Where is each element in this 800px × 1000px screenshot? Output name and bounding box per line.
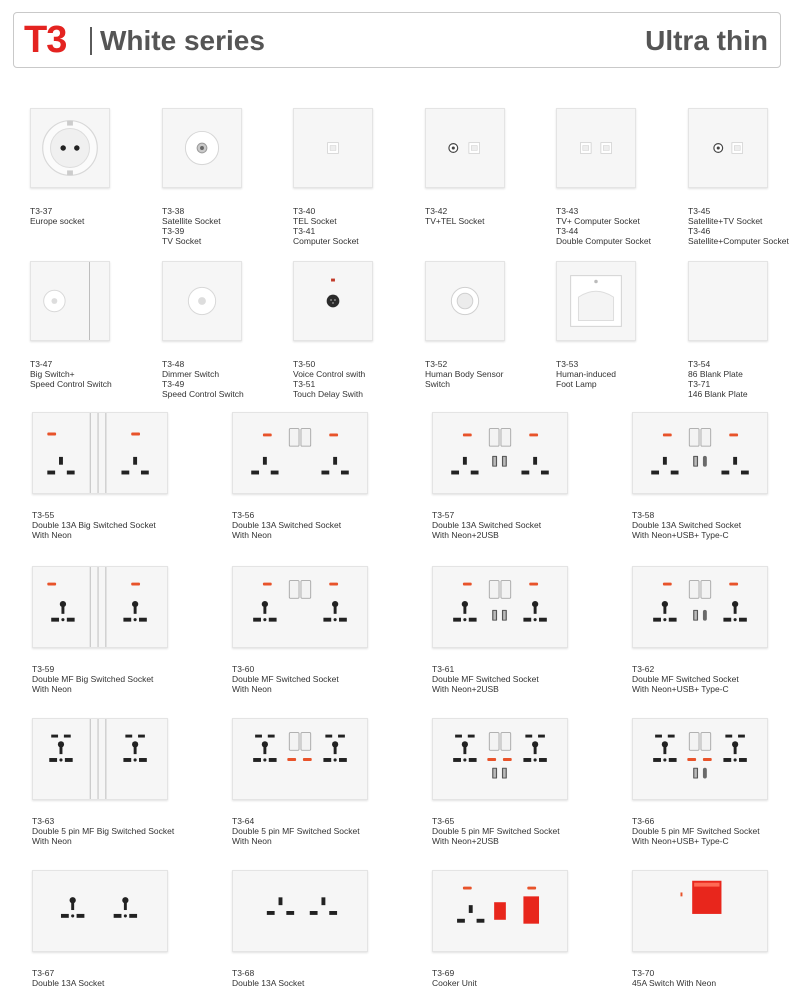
product-description: Human Body Sensor: [425, 369, 504, 379]
product-caption: [632, 816, 760, 846]
voice-control-icon: [293, 261, 373, 341]
product-description: 45A Switch With Neon: [632, 978, 717, 988]
product-caption: [162, 359, 244, 399]
double-13a-usb-icon: [432, 412, 568, 494]
product-caption: [32, 664, 153, 694]
product-code: T3-38: [162, 206, 185, 216]
product-code: T3-42: [425, 206, 448, 216]
dimmer-switch-icon: [162, 261, 242, 341]
product-caption: [32, 968, 104, 988]
product-description: Double MF Switched Socket: [432, 674, 539, 684]
product-description: TV+TEL Socket: [425, 216, 485, 226]
product-description: Double 13A Socket: [32, 978, 105, 988]
product-code: T3-50: [293, 359, 316, 369]
product-description: T3-44: [556, 226, 579, 236]
double-5pin-usb-icon: [432, 718, 568, 800]
product-description: With Neon+2USB: [432, 530, 499, 540]
product-code: T3-64: [232, 816, 255, 826]
product-description: T3-49: [162, 379, 185, 389]
product-description: Touch Delay Swith: [293, 389, 363, 399]
product-caption: [632, 968, 716, 988]
product-code: T3-53: [556, 359, 579, 369]
45a-switch-icon: [632, 870, 768, 952]
product-code: T3-48: [162, 359, 185, 369]
product-caption: [688, 359, 748, 399]
product-code: T3-45: [688, 206, 711, 216]
product-code: T3-65: [432, 816, 455, 826]
series-tagline: Ultra thin: [645, 25, 768, 56]
product-description: With Neon: [232, 530, 272, 540]
product-description: T3-46: [688, 226, 711, 236]
product-code: T3-43: [556, 206, 579, 216]
product-caption: [432, 968, 477, 988]
product-description: Double 13A Switched Socket: [632, 520, 742, 530]
double-13a-socket-icon: [232, 870, 368, 952]
product-code: T3-59: [32, 664, 55, 674]
product-code: T3-40: [293, 206, 316, 216]
product-description: Double Computer Socket: [556, 236, 651, 246]
product-description: With Neon+USB+ Type-C: [632, 530, 729, 540]
product-caption: [556, 206, 651, 246]
product-description: With Neon: [32, 836, 72, 846]
product-description: Satellite+Computer Socket: [688, 236, 789, 246]
product-description: Double MF Big Switched Socket: [32, 674, 154, 684]
blank-plate-icon: [688, 261, 768, 341]
product-code: T3-61: [432, 664, 455, 674]
product-caption: [232, 816, 360, 846]
product-caption: [293, 359, 365, 399]
product-description: 86 Blank Plate: [688, 369, 743, 379]
product-description: Double 13A Switched Socket: [232, 520, 342, 530]
product-description: With Neon: [32, 684, 72, 694]
product-description: Speed Control Switch: [30, 379, 112, 389]
catalog-header: [13, 12, 781, 68]
product-caption: [30, 359, 112, 389]
tel-socket-icon: [293, 108, 373, 188]
product-description: Double 13A Big Switched Socket: [32, 520, 156, 530]
product-description: Europe socket: [30, 216, 85, 226]
satellite-socket-icon: [162, 108, 242, 188]
double-mf-switched-icon: [232, 566, 368, 648]
product-description: Double MF Switched Socket: [232, 674, 339, 684]
product-description: With Neon: [232, 836, 272, 846]
product-code: T3-57: [432, 510, 455, 520]
product-description: With Neon+2USB: [432, 836, 499, 846]
product-caption: [293, 206, 359, 246]
product-code: T3-52: [425, 359, 448, 369]
product-caption: [632, 664, 739, 694]
product-description: T3-51: [293, 379, 316, 389]
product-description: Satellite+TV Socket: [688, 216, 763, 226]
product-description: Voice Control swith: [293, 369, 366, 379]
product-caption: [425, 359, 503, 389]
double-5pin-big-switched-icon: [32, 718, 168, 800]
product-description: Double 5 pin MF Switched Socket: [232, 826, 360, 836]
brand-logo: T3: [24, 19, 67, 61]
product-code: T3-47: [30, 359, 53, 369]
product-description: With Neon+USB+ Type-C: [632, 684, 729, 694]
product-description: With Neon: [32, 530, 72, 540]
product-caption: [30, 206, 84, 226]
product-description: Human-induced: [556, 369, 617, 379]
product-code: T3-63: [32, 816, 55, 826]
product-caption: [32, 816, 174, 846]
double-5pin-typec-icon: [632, 718, 768, 800]
foot-lamp-icon: [556, 261, 636, 341]
product-description: Speed Control Switch: [162, 389, 244, 399]
satellite-tv-socket-icon: [688, 108, 768, 188]
product-description: With Neon: [232, 684, 272, 694]
product-description: Dimmer Switch: [162, 369, 220, 379]
product-caption: [432, 510, 541, 540]
product-caption: [432, 816, 560, 846]
tv-computer-socket-icon: [556, 108, 636, 188]
product-caption: [556, 359, 616, 389]
product-code: T3-54: [688, 359, 711, 369]
product-caption: [425, 206, 484, 226]
product-description: Double 5 pin MF Big Switched Socket: [32, 826, 175, 836]
product-code: T3-56: [232, 510, 255, 520]
product-description: Double 13A Socket: [232, 978, 305, 988]
big-switch-icon: [30, 261, 110, 341]
product-code: T3-66: [632, 816, 655, 826]
product-description: Double MF Switched Socket: [632, 674, 739, 684]
product-description: Foot Lamp: [556, 379, 597, 389]
product-description: 146 Blank Plate: [688, 389, 748, 399]
product-description: Double 13A Switched Socket: [432, 520, 542, 530]
product-description: T3-71: [688, 379, 711, 389]
body-sensor-icon: [425, 261, 505, 341]
product-description: Switch: [425, 379, 451, 389]
product-description: With Neon+USB+ Type-C: [632, 836, 729, 846]
product-description: T3-41: [293, 226, 316, 236]
product-code: T3-60: [232, 664, 255, 674]
tv-tel-socket-icon: [425, 108, 505, 188]
product-description: Computer Socket: [293, 236, 359, 246]
double-13a-big-switched-icon: [32, 412, 168, 494]
product-caption: [632, 510, 741, 540]
product-description: TV+ Computer Socket: [556, 216, 640, 226]
product-caption: [32, 510, 156, 540]
double-13a-socket-icon: [32, 870, 168, 952]
product-code: T3-37: [30, 206, 53, 216]
product-caption: [162, 206, 221, 246]
product-code: T3-62: [632, 664, 655, 674]
product-description: Cooker Unit: [432, 978, 477, 988]
product-caption: [232, 968, 304, 988]
product-code: T3-58: [632, 510, 655, 520]
product-caption: [432, 664, 539, 694]
product-description: T3-39: [162, 226, 185, 236]
product-caption: [688, 206, 789, 246]
product-caption: [232, 664, 339, 694]
product-description: Satellite Socket: [162, 216, 221, 226]
product-description: With Neon+2USB: [432, 684, 499, 694]
product-description: Double 5 pin MF Switched Socket: [432, 826, 560, 836]
double-13a-typec-icon: [632, 412, 768, 494]
double-mf-big-switched-icon: [32, 566, 168, 648]
product-code: T3-69: [432, 968, 455, 978]
product-code: T3-68: [232, 968, 255, 978]
double-5pin-switched-icon: [232, 718, 368, 800]
double-mf-usb-icon: [432, 566, 568, 648]
product-description: TV Socket: [162, 236, 202, 246]
product-code: T3-70: [632, 968, 655, 978]
product-description: Double 5 pin MF Switched Socket: [632, 826, 760, 836]
product-code: T3-67: [32, 968, 55, 978]
series-title: White series: [100, 25, 265, 56]
double-13a-switched-icon: [232, 412, 368, 494]
brand-divider: [90, 27, 92, 55]
product-code: T3-55: [32, 510, 55, 520]
cooker-unit-icon: [432, 870, 568, 952]
product-caption: [232, 510, 341, 540]
europe-socket-icon: [30, 108, 110, 188]
double-mf-typec-icon: [632, 566, 768, 648]
product-description: TEL Socket: [293, 216, 337, 226]
product-description: Big Switch+: [30, 369, 75, 379]
